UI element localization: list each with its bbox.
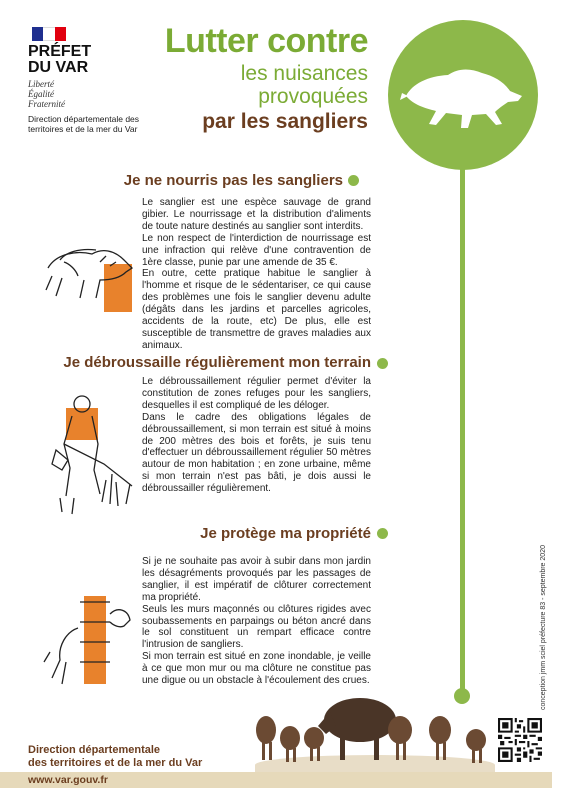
qr-code-icon[interactable] [498, 718, 542, 762]
fence-illustration [40, 592, 136, 692]
section-2-body: Le débroussaillement régulier permet d'éviter la constitution de zones refuges pour les sangliers, desquelles il est compliqué de les déloger. Dans le cadre des obligations légales de débroussaillement, si mon terrain est situé à moins de 200 mètres des bois et forêts, je suis tenu d'effectuer un débroussaillement régulier 50 mètres autour de mon habitation ; en zone urbaine, même si mon terrain n'est pas bâti, je dois aussi le débroussailler régulièrement. [142, 376, 371, 495]
pin-line [460, 168, 465, 696]
boar-silhouette-icon [398, 62, 528, 132]
footer-url-link[interactable]: www.var.gouv.fr [28, 774, 108, 786]
brush-cutting-illustration [42, 392, 138, 518]
page-subtitle: les nuisances provoquées [240, 62, 368, 108]
section-3-heading: Je protège ma propriété [200, 525, 371, 542]
section-bullet-3 [377, 528, 388, 539]
section-bullet-1 [348, 175, 359, 186]
section-1-body: Le sanglier est une espèce sauvage de grand gibier. Le nourrissage et la distribution d'aliments de toute nature destinés au sanglier sont interdits. Le non respect de l'interdiction de nourrissage est une infraction qui relève d'une contravention de 1ère classe, punie par une amende de 35 €. En outre, cette pratique habitue le sanglier à l'homme et risque de le sédentariser, ce qui cause des problèmes une fois le sanglier devenu adulte (dégâts dans les jardins et parcelles agricoles, accidents de la route, etc) De plus, elle est susceptible de transmettre de graves maladies aux animaux. [142, 197, 371, 351]
header-direction: Direction départementale des territoires et de la mer du Var [28, 114, 140, 134]
section-3-body: Si je ne souhaite pas avoir à subir dans mon jardin les désagréments provoqués par les passages de sanglier, il est impératif de clôturer correctement ma propriété. Seuls les murs maçonnés ou clôtures rigides avec soubassements en parpaings ou béton ancré dans le sol constituent un rempart efficace contre l'intrusion de sangliers. Si mon terrain est situé en zone inondable, je veille à ce que mon mur ou ma clôture ne constitue pas une digue ou un obstacle à l'écoulement des crues. [142, 556, 371, 687]
page-title: Lutter contre [164, 22, 368, 60]
marianne-flag-icon [32, 27, 66, 41]
boar-family-image [250, 686, 495, 768]
feeding-illustration [40, 232, 138, 322]
republic-motto: Liberté Égalité Fraternité [28, 79, 65, 109]
footer-direction: Direction départementale des territoires et de la mer du Var [28, 744, 203, 769]
prefet-logo-text: PRÉFET DU VAR [28, 43, 92, 76]
section-1-heading: Je ne nourris pas les sangliers [123, 172, 343, 189]
credit-text: conception jmm sciel préfecture 83 - septembre 2020 [540, 545, 547, 710]
section-bullet-2 [377, 358, 388, 369]
page-subtitle-emphasis: par les sangliers [202, 110, 368, 133]
section-2-heading: Je débroussaille régulièrement mon terrain [63, 354, 371, 371]
